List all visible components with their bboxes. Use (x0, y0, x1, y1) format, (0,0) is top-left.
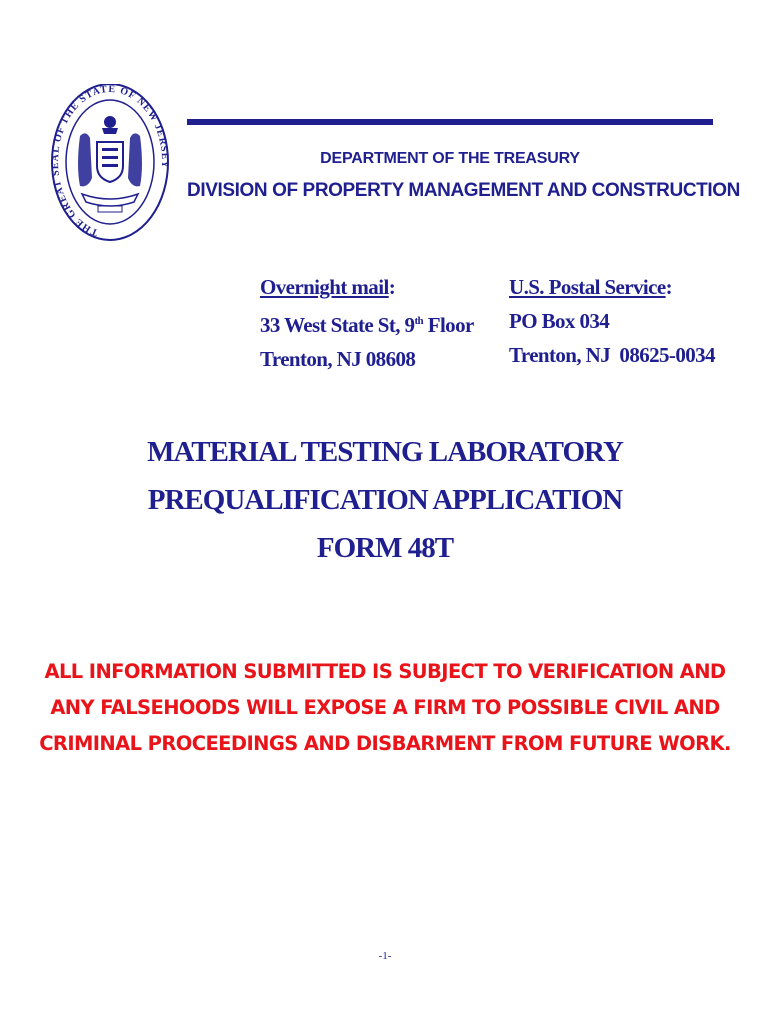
header-rule (187, 119, 713, 125)
state-seal-logo (50, 84, 170, 264)
warning-line2: ANY FALSEHOODS WILL EXPOSE A FIRM TO POSSIBLE CIVIL AND (50, 696, 720, 719)
form-title-line3: FORM 48T (316, 532, 454, 564)
verification-warning (0, 654, 770, 762)
warning-line1: ALL INFORMATION SUBMITTED IS SUBJECT TO VERIFICATION AND (44, 660, 726, 683)
division-name: DIVISION OF PROPERTY MANAGEMENT AND CONSTRUCTION (187, 180, 740, 201)
form-title-line1: MATERIAL TESTING LABORATORY (147, 436, 623, 468)
postal-address-line2: Trenton, NJ 08625-0034 (509, 343, 715, 367)
form-title (0, 428, 770, 572)
overnight-address-line2: Trenton, NJ 08608 (260, 347, 416, 371)
warning-line3: CRIMINAL PROCEEDINGS AND DISBARMENT FROM FUTURE WORK. (39, 732, 731, 755)
postal-service-address (509, 270, 715, 372)
overnight-mail-heading: Overnight mail: (260, 275, 396, 299)
department-name: DEPARTMENT OF THE TREASURY (320, 150, 580, 167)
page-number: -1- (378, 950, 392, 962)
overnight-mail-address (260, 270, 474, 376)
overnight-address-line1: 33 West State St, 9th Floor (260, 313, 474, 337)
seal-ring-text: THE GREAT SEAL OF THE STATE OF NEW JERSEY (50, 84, 170, 238)
form-title-line2: PREQUALIFICATION APPLICATION (147, 484, 623, 516)
postal-service-heading: U.S. Postal Service: (509, 275, 672, 299)
postal-address-line1: PO Box 034 (509, 309, 610, 333)
